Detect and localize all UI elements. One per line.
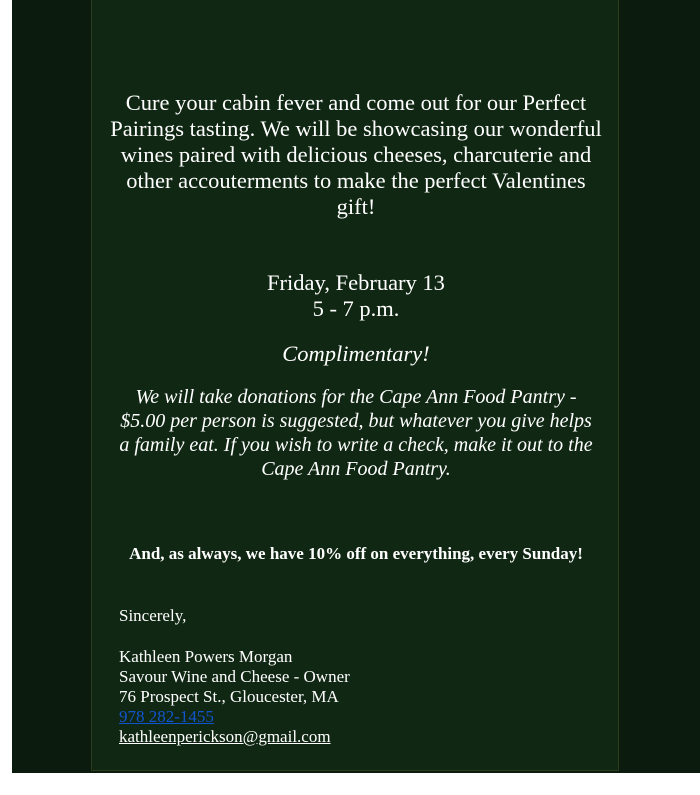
signoff: Sincerely, [119,606,187,625]
business-title: Savour Wine and Cheese - Owner [119,667,350,686]
event-date: Friday, February 13 [267,270,445,295]
sender-name: Kathleen Powers Morgan [119,647,293,666]
newsletter-panel [91,0,619,771]
event-time: 5 - 7 p.m. [312,296,400,321]
business-address: 76 Prospect St., Gloucester, MA [119,687,339,706]
intro-paragraph: Cure your cabin fever and come out for our Perfect Pairings tasting. We will be showcasing our wonderful wines paired with delicious cheeses, charcuterie and other accouterments to make the perfect Valentines gift! [110,90,602,219]
signature-block [119,647,350,747]
complimentary-note: Complimentary! [282,341,430,366]
donation-paragraph: We will take donations for the Cape Ann Food Pantry - $5.00 per person is suggested, but whatever you give helps a family eat. If you wish to write a check, make it out to the Cape Ann Food Pantry. [119,386,593,480]
sunday-discount-promo: And, as always, we have 10% off on everything, every Sunday! [129,544,583,563]
email-link[interactable]: kathleenperickson@gmail.com [119,727,331,746]
phone-link[interactable]: 978 282-1455 [119,707,214,726]
